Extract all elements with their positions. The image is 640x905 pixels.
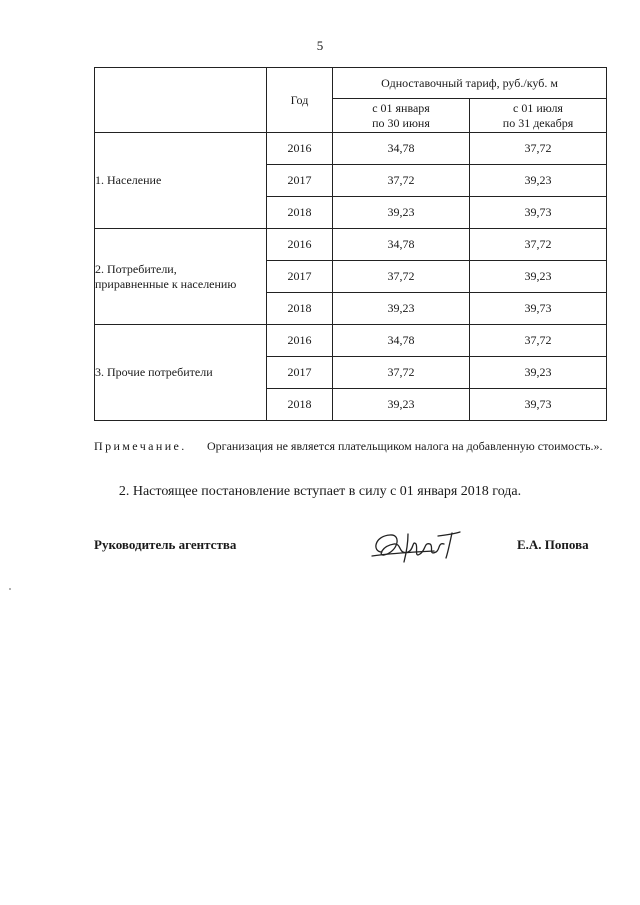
category-header-cell: [95, 68, 267, 133]
first-half-value-cell: 37,72: [333, 357, 470, 389]
first-half-value-cell: 39,23: [333, 293, 470, 325]
second-half-value-cell: 37,72: [470, 229, 607, 261]
second-half-value-cell: 37,72: [470, 133, 607, 165]
period1-header: [333, 99, 470, 133]
year-cell: 2017: [267, 357, 333, 389]
second-half-value-cell: 39,73: [470, 197, 607, 229]
note-text: Организация не является плательщиком налога на добавленную стоимость.».: [207, 439, 603, 453]
category-label-line: приравненные к населению: [95, 276, 237, 291]
category-cell: [95, 325, 267, 421]
category-label-line: 1. Население: [95, 173, 162, 187]
year-cell: 2016: [267, 325, 333, 357]
second-half-value-cell: 39,23: [470, 261, 607, 293]
second-half-value-cell: 39,73: [470, 293, 607, 325]
page-number: 5: [316, 38, 324, 53]
year-cell: 2018: [267, 389, 333, 421]
signer-title: Руководитель агентства: [94, 537, 237, 552]
year-cell: 2016: [267, 133, 333, 165]
first-half-value-cell: 34,78: [333, 325, 470, 357]
signer-name: Е.А. Попова: [517, 537, 589, 552]
note-label: Примечание.: [94, 439, 187, 453]
first-half-value-cell: 37,72: [333, 165, 470, 197]
first-half-value-cell: 39,23: [333, 389, 470, 421]
second-half-value-cell: 39,23: [470, 165, 607, 197]
first-half-value-cell: 39,23: [333, 197, 470, 229]
year-header: Год: [267, 68, 333, 133]
second-half-value-cell: 39,23: [470, 357, 607, 389]
period2-header-line: по 31 декабря: [502, 115, 574, 130]
tariff-table-body: [95, 133, 607, 421]
year-cell: 2017: [267, 165, 333, 197]
table-row: [95, 229, 607, 261]
category-label-line: 2. Потребители,: [95, 261, 177, 276]
tariff-table: [94, 67, 607, 421]
year-cell: 2018: [267, 197, 333, 229]
first-half-value-cell: 34,78: [333, 229, 470, 261]
scan-speck: [9, 588, 11, 590]
year-cell: 2018: [267, 293, 333, 325]
first-half-value-cell: 37,72: [333, 261, 470, 293]
tariff-header: Одноставочный тариф, руб./куб. м: [333, 68, 607, 99]
category-cell: [95, 229, 267, 325]
period2-header-line: с 01 июля: [513, 101, 563, 116]
table-row: [95, 133, 607, 165]
second-half-value-cell: 37,72: [470, 325, 607, 357]
year-cell: 2016: [267, 229, 333, 261]
category-cell: [95, 133, 267, 229]
category-label-line: 3. Прочие потребители: [95, 365, 213, 379]
clause-2: 2. Настоящее постановление вступает в силу с 01 января 2018 года.: [118, 484, 522, 499]
table-row: [95, 325, 607, 357]
period1-header-line: по 30 июня: [372, 115, 430, 130]
period2-header: [470, 99, 607, 133]
period1-header-line: с 01 января: [372, 101, 430, 116]
second-half-value-cell: 39,73: [470, 389, 607, 421]
first-half-value-cell: 34,78: [333, 133, 470, 165]
year-cell: 2017: [267, 261, 333, 293]
handwritten-signature: [368, 522, 464, 566]
